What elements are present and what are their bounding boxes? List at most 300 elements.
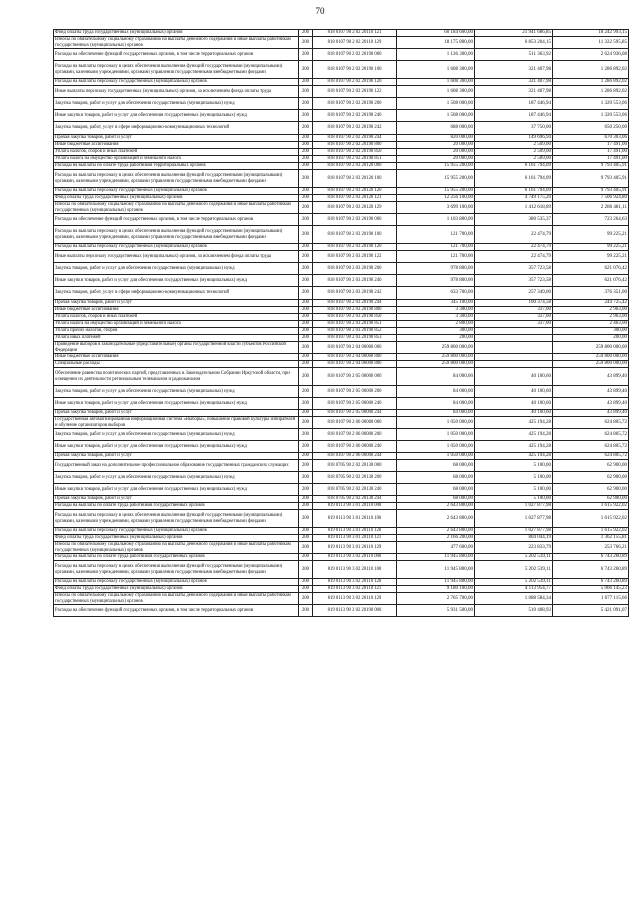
cell-name: Иные закупки товаров, работ и услуг для обеспечения государственных (муниципальных) нужд bbox=[54, 441, 299, 453]
cell-name: Закупка товаров, работ и услуг для обеспечения государственных (муниципальных) нужд bbox=[54, 263, 299, 275]
cell-kbk: 818 0107 90 2 03 20190 122 bbox=[313, 251, 397, 263]
table-row bbox=[54, 287, 629, 300]
cell-v3: 1 286 892,02 bbox=[553, 61, 629, 79]
cell-kbk: 819 0113 90 3 02 20110 129 bbox=[313, 593, 397, 605]
cell-v1: 259 800 000,00 bbox=[397, 342, 475, 354]
table-row bbox=[54, 579, 629, 586]
cell-code: 200 bbox=[299, 170, 313, 188]
cell-v1: 15 955 200,00 bbox=[397, 188, 475, 195]
cell-v1: 259 800 000,00 bbox=[397, 361, 475, 368]
cell-v3: 300,00 bbox=[553, 328, 629, 335]
cell-v1: 978 800,00 bbox=[397, 263, 475, 275]
cell-v1: 5 931 500,00 bbox=[397, 605, 475, 617]
cell-kbk: 818 0107 90 2 02 20190 850 bbox=[313, 149, 397, 156]
table-row bbox=[54, 163, 629, 170]
table-row bbox=[54, 226, 629, 244]
cell-v1: 84 000,00 bbox=[397, 398, 475, 410]
cell-v2: 425 194,28 bbox=[475, 429, 553, 441]
cell-v1: 2 166 200,00 bbox=[397, 535, 475, 542]
cell-v2: 425 194,28 bbox=[475, 417, 553, 429]
cell-v1: 68 000,00 bbox=[397, 460, 475, 472]
cell-v2: 6 161 794,09 bbox=[475, 170, 553, 188]
cell-code: 200 bbox=[299, 342, 313, 354]
cell-v3: 62 900,00 bbox=[553, 496, 629, 503]
cell-kbk: 818 0107 90 2 03 20190 851 bbox=[313, 321, 397, 328]
cell-code: 200 bbox=[299, 275, 313, 287]
cell-v1: 978 800,00 bbox=[397, 275, 475, 287]
cell-v2: 149 696,94 bbox=[475, 135, 553, 142]
cell-v2: 1 412 618,89 bbox=[475, 202, 553, 214]
cell-v3: 2 963,00 bbox=[553, 307, 629, 314]
table-row bbox=[54, 156, 629, 163]
cell-v3: 43 899,40 bbox=[553, 398, 629, 410]
cell-name: Прочая закупка товаров, работ и услуг bbox=[54, 135, 299, 142]
cell-code: 200 bbox=[299, 142, 313, 149]
table-row bbox=[54, 429, 629, 441]
cell-code: 200 bbox=[299, 441, 313, 453]
cell-v2: 357 723,58 bbox=[475, 275, 553, 287]
table-row bbox=[54, 510, 629, 528]
table-row bbox=[54, 79, 629, 86]
table-row bbox=[54, 398, 629, 410]
cell-v2: 321 407,98 bbox=[475, 61, 553, 79]
cell-code: 200 bbox=[299, 37, 313, 49]
cell-name: Расходы на выплаты персоналу государственных (муниципальных) органов bbox=[54, 579, 299, 586]
cell-name: Расходы на выплаты персоналу государственных (муниципальных) органов bbox=[54, 79, 299, 86]
table-row bbox=[54, 30, 629, 37]
cell-v1: 11 945 800,00 bbox=[397, 554, 475, 561]
table-row bbox=[54, 251, 629, 263]
cell-name: Иные бюджетные ассигнования bbox=[54, 354, 299, 361]
cell-v3: 723 264,63 bbox=[553, 214, 629, 226]
table-row bbox=[54, 135, 629, 142]
table-row bbox=[54, 561, 629, 579]
cell-kbk: 818 0107 90 2 02 20190 200 bbox=[313, 98, 397, 110]
cell-kbk: 818 0107 90 2 04 00000 000 bbox=[313, 342, 397, 354]
cell-kbk: 819 0113 90 3 02 20110 000 bbox=[313, 554, 397, 561]
cell-kbk: 818 0107 90 2 03 20190 244 bbox=[313, 300, 397, 307]
cell-code: 200 bbox=[299, 496, 313, 503]
table-row bbox=[54, 484, 629, 496]
cell-code: 200 bbox=[299, 307, 313, 314]
cell-kbk: 818 0107 90 2 03 20190 000 bbox=[313, 214, 397, 226]
table-row bbox=[54, 263, 629, 275]
cell-code: 200 bbox=[299, 244, 313, 251]
cell-v1: 1 608 300,00 bbox=[397, 79, 475, 86]
cell-kbk: 818 0107 90 2 03 20190 242 bbox=[313, 287, 397, 300]
cell-v3: 1 320 553,06 bbox=[553, 110, 629, 122]
table-row bbox=[54, 188, 629, 195]
cell-v2: 223 833,79 bbox=[475, 542, 553, 554]
cell-v2: 804 044,19 bbox=[475, 535, 553, 542]
cell-kbk: 818 0107 90 2 03 20190 120 bbox=[313, 244, 397, 251]
cell-v3: 17 491,00 bbox=[553, 149, 629, 156]
budget-table-body bbox=[54, 30, 629, 617]
cell-code: 200 bbox=[299, 586, 313, 593]
cell-name: Иные бюджетные ассигнования bbox=[54, 307, 299, 314]
cell-name: Уплата налога на имущество организаций и земельного налога bbox=[54, 156, 299, 163]
cell-name: Закупка товаров, работ, услуг в сфере информационно-коммуникационных технологий bbox=[54, 122, 299, 135]
cell-v1: 1 050 000,00 bbox=[397, 441, 475, 453]
table-row bbox=[54, 361, 629, 368]
cell-name: Иные выплаты персоналу государственных (муниципальных) органов, за исключением фонда оплаты труда bbox=[54, 86, 299, 98]
cell-v2: 22 474,79 bbox=[475, 244, 553, 251]
cell-code: 200 bbox=[299, 361, 313, 368]
cell-v1: 2 800,00 bbox=[397, 321, 475, 328]
cell-v2: 321 407,98 bbox=[475, 86, 553, 98]
cell-v1: 84 000,00 bbox=[397, 386, 475, 398]
cell-v3: 99 225,21 bbox=[553, 251, 629, 263]
cell-kbk: 818 0107 90 2 05 00000 240 bbox=[313, 398, 397, 410]
cell-code: 200 bbox=[299, 472, 313, 484]
cell-name: Расходы на выплаты персоналу в целях обеспечения выполнения функций государственными (муниципальными) органами, казенными учреждениями, органами управления государственными внебюджетными фондами bbox=[54, 170, 299, 188]
cell-v2: 5 100,00 bbox=[475, 484, 553, 496]
cell-v2: 337,00 bbox=[475, 307, 553, 314]
table-row bbox=[54, 503, 629, 510]
cell-v1: 12 256 100,00 bbox=[397, 195, 475, 202]
cell-code: 200 bbox=[299, 453, 313, 460]
table-row bbox=[54, 335, 629, 342]
cell-code: 200 bbox=[299, 579, 313, 586]
cell-v1: 11 945 800,00 bbox=[397, 579, 475, 586]
cell-name: Фонд оплаты труда государственных (муниципальных) органов bbox=[54, 195, 299, 202]
cell-v2: 1 027 877,98 bbox=[475, 503, 553, 510]
cell-name: Расходы на выплаты персоналу в целях обеспечения выполнения функций государственными (муниципальными) органами, казенными учреждениями, органами управления государственными внебюджетными фондами bbox=[54, 561, 299, 579]
cell-v3: 62 900,00 bbox=[553, 484, 629, 496]
cell-v2: 6 853 204,15 bbox=[475, 37, 553, 49]
cell-name: Проведение выборов в законодательные (представительные) органы государственной власти субъектов Российской Федерации bbox=[54, 342, 299, 354]
cell-name: Расходы на выплаты персоналу государственных (муниципальных) органов bbox=[54, 188, 299, 195]
cell-kbk: 818 0107 90 2 06 00000 240 bbox=[313, 441, 397, 453]
cell-v3: 624 805,72 bbox=[553, 429, 629, 441]
cell-v3: 9 793 405,91 bbox=[553, 188, 629, 195]
cell-name: Расходы на обеспечение функций государственных органов, в том числе территориальных органов bbox=[54, 605, 299, 617]
cell-code: 200 bbox=[299, 61, 313, 79]
cell-v3: 624 805,72 bbox=[553, 441, 629, 453]
cell-kbk: 818 0107 90 2 02 20190 244 bbox=[313, 135, 397, 142]
cell-code: 200 bbox=[299, 593, 313, 605]
cell-name: Специальные расходы bbox=[54, 361, 299, 368]
table-row bbox=[54, 142, 629, 149]
table-row bbox=[54, 605, 629, 617]
cell-v3: 200,00 bbox=[553, 335, 629, 342]
cell-name: Фонд оплаты труда государственных (муниципальных) органов bbox=[54, 586, 299, 593]
cell-code: 200 bbox=[299, 49, 313, 61]
cell-v3: 9 793 405,91 bbox=[553, 163, 629, 170]
cell-v1: 820 000,00 bbox=[397, 135, 475, 142]
table-row bbox=[54, 202, 629, 214]
cell-kbk: 819 0113 90 3 01 20110 100 bbox=[313, 510, 397, 528]
cell-code: 200 bbox=[299, 368, 313, 386]
cell-v3: 1 286 892,02 bbox=[553, 79, 629, 86]
table-row bbox=[54, 314, 629, 321]
cell-kbk: 818 0705 90 2 02 20130 000 bbox=[313, 460, 397, 472]
cell-kbk: 818 0107 90 2 03 20190 853 bbox=[313, 335, 397, 342]
cell-name: Прочая закупка товаров, работ и услуг bbox=[54, 410, 299, 417]
cell-kbk: 818 0107 90 2 04 00000 880 bbox=[313, 361, 397, 368]
cell-code: 200 bbox=[299, 263, 313, 275]
table-row bbox=[54, 328, 629, 335]
cell-v2: 357 723,58 bbox=[475, 263, 553, 275]
cell-v2: 2 509,00 bbox=[475, 156, 553, 163]
cell-v2: 37 750,00 bbox=[475, 122, 553, 135]
cell-v3: 17 491,00 bbox=[553, 142, 629, 149]
cell-name: Взносы по обязательному социальному страхованию на выплаты денежного содержания и иные выплаты работникам государственных (муниципальных) органов bbox=[54, 593, 299, 605]
table-row bbox=[54, 417, 629, 429]
cell-name: Государственный заказ на дополнительное профессиональное образование государственных гражданских служащих bbox=[54, 460, 299, 472]
cell-kbk: 818 0107 90 2 03 20120 000 bbox=[313, 163, 397, 170]
cell-v3: 2 463,00 bbox=[553, 321, 629, 328]
cell-code: 200 bbox=[299, 510, 313, 528]
cell-name: Расходы на выплаты персоналу в целях обеспечения выполнения функций государственными (муниципальными) органами, казенными учреждениями, органами управления государственными внебюджетными фондами bbox=[54, 61, 299, 79]
cell-v2 bbox=[475, 328, 553, 335]
cell-v3: 2 963,00 bbox=[553, 314, 629, 321]
cell-v2: 380 535,37 bbox=[475, 214, 553, 226]
table-row bbox=[54, 122, 629, 135]
cell-v3: 7 506 924,80 bbox=[553, 195, 629, 202]
cell-v1: 68 000,00 bbox=[397, 484, 475, 496]
cell-v3: 43 899,40 bbox=[553, 410, 629, 417]
cell-name: Закупка товаров, работ, услуг в сфере информационно-коммуникационных технологий bbox=[54, 287, 299, 300]
cell-v2: 425 194,28 bbox=[475, 441, 553, 453]
cell-kbk: 818 0107 90 2 06 00000 244 bbox=[313, 453, 397, 460]
cell-code: 200 bbox=[299, 86, 313, 98]
cell-v3: 1 615 922,02 bbox=[553, 510, 629, 528]
cell-v3: 18 242 993,15 bbox=[553, 30, 629, 37]
cell-v2: 5 100,00 bbox=[475, 472, 553, 484]
cell-v2: 5 202 539,11 bbox=[475, 579, 553, 586]
cell-code: 200 bbox=[299, 535, 313, 542]
cell-v1: 1 103 800,00 bbox=[397, 214, 475, 226]
cell-v1: 633 700,00 bbox=[397, 287, 475, 300]
cell-name: Прочая закупка товаров, работ и услуг bbox=[54, 300, 299, 307]
cell-code: 200 bbox=[299, 484, 313, 496]
page-number: 70 bbox=[315, 6, 325, 16]
cell-code: 200 bbox=[299, 328, 313, 335]
cell-v1: 1 508 000,00 bbox=[397, 110, 475, 122]
cell-code: 200 bbox=[299, 163, 313, 170]
cell-code: 200 bbox=[299, 226, 313, 244]
cell-v2: 22 474,79 bbox=[475, 226, 553, 244]
cell-kbk: 819 0113 90 3 02 20110 100 bbox=[313, 561, 397, 579]
cell-v3: 2 624 936,08 bbox=[553, 49, 629, 61]
cell-v2 bbox=[475, 354, 553, 361]
cell-name: Фонд оплаты труда государственных (муниципальных) органов bbox=[54, 535, 299, 542]
table-row bbox=[54, 49, 629, 61]
cell-v3: 1 615 922,02 bbox=[553, 503, 629, 510]
cell-kbk: 818 0107 90 2 02 20190 851 bbox=[313, 156, 397, 163]
cell-name: Закупка товаров, работ и услуг для обеспечения государственных (муниципальных) нужд bbox=[54, 429, 299, 441]
cell-kbk: 818 0107 90 2 03 20190 200 bbox=[313, 263, 397, 275]
cell-name: Фонд оплаты труда государственных (муниципальных) органов bbox=[54, 30, 299, 37]
cell-v2 bbox=[475, 342, 553, 354]
cell-kbk: 818 0107 90 2 03 20120 100 bbox=[313, 170, 397, 188]
cell-v2: 40 100,60 bbox=[475, 368, 553, 386]
cell-v2: 100 374,58 bbox=[475, 300, 553, 307]
cell-name: Взносы по обязательному социальному страхованию на выплаты денежного содержания и иные выплаты работникам государственных (муниципальных) органов bbox=[54, 37, 299, 49]
cell-v3: 621 076,42 bbox=[553, 275, 629, 287]
cell-v1: 9 180 100,00 bbox=[397, 586, 475, 593]
cell-v1: 1 608 300,00 bbox=[397, 61, 475, 79]
cell-v1: 300,00 bbox=[397, 328, 475, 335]
cell-v3: 624 805,72 bbox=[553, 453, 629, 460]
cell-kbk: 818 0107 90 2 06 00000 000 bbox=[313, 417, 397, 429]
cell-v2: 4 749 175,20 bbox=[475, 195, 553, 202]
cell-v1: 2 643 800,00 bbox=[397, 510, 475, 528]
cell-v2: 257 349,00 bbox=[475, 287, 553, 300]
cell-v1: 477 600,00 bbox=[397, 542, 475, 554]
cell-v2: 321 407,98 bbox=[475, 79, 553, 86]
cell-v2: 5 202 539,11 bbox=[475, 561, 553, 579]
cell-kbk: 818 0107 90 2 03 20120 129 bbox=[313, 202, 397, 214]
cell-name: Расходы на обеспечение функций государственных органов, в том числе территориальных органов bbox=[54, 214, 299, 226]
cell-kbk: 819 0113 90 3 02 20190 000 bbox=[313, 605, 397, 617]
cell-code: 200 bbox=[299, 398, 313, 410]
cell-code: 200 bbox=[299, 188, 313, 195]
cell-v3: 253 766,21 bbox=[553, 542, 629, 554]
cell-kbk: 818 0107 90 2 05 00000 244 bbox=[313, 410, 397, 417]
cell-v3: 621 076,42 bbox=[553, 263, 629, 275]
cell-kbk: 819 0113 90 3 01 20110 000 bbox=[313, 503, 397, 510]
cell-name: Закупка товаров, работ и услуг для обеспечения государственных (муниципальных) нужд bbox=[54, 386, 299, 398]
cell-code: 200 bbox=[299, 321, 313, 328]
cell-name: Расходы на обеспечение функций государственных органов, в том числе территориальных органов bbox=[54, 49, 299, 61]
cell-name: Обеспечение равенства политических партий, представленных в Законодательном Собрании Иркутской области, при освещении их деятельности региональным телеканалом и радиоканалом bbox=[54, 368, 299, 386]
cell-kbk: 818 0107 90 2 03 20120 120 bbox=[313, 188, 397, 195]
cell-v2: 337,00 bbox=[475, 314, 553, 321]
cell-kbk: 818 0107 90 2 03 20190 800 bbox=[313, 307, 397, 314]
cell-kbk: 818 0107 90 2 03 20190 852 bbox=[313, 328, 397, 335]
cell-name: Расходы на выплаты персоналу государственных (муниципальных) органов bbox=[54, 528, 299, 535]
cell-kbk: 818 0107 90 2 02 20190 120 bbox=[313, 79, 397, 86]
cell-v1: 60 184 600,00 bbox=[397, 30, 475, 37]
cell-kbk: 818 0705 90 2 02 20130 244 bbox=[313, 496, 397, 503]
cell-kbk: 818 0107 90 2 04 00000 800 bbox=[313, 354, 397, 361]
cell-v1: 1 050 000,00 bbox=[397, 453, 475, 460]
cell-v1: 68 000,00 bbox=[397, 472, 475, 484]
cell-code: 200 bbox=[299, 300, 313, 307]
cell-v3: 62 900,00 bbox=[553, 472, 629, 484]
cell-name: Иные закупки товаров, работ и услуг для обеспечения государственных (муниципальных) нужд bbox=[54, 398, 299, 410]
cell-kbk: 818 0107 90 2 06 00000 200 bbox=[313, 429, 397, 441]
cell-v1: 1 050 000,00 bbox=[397, 429, 475, 441]
cell-code: 200 bbox=[299, 79, 313, 86]
cell-v1: 68 000,00 bbox=[397, 496, 475, 503]
table-row bbox=[54, 98, 629, 110]
cell-v1: 15 955 200,00 bbox=[397, 170, 475, 188]
cell-kbk: 818 0107 90 2 02 20190 242 bbox=[313, 122, 397, 135]
table-row bbox=[54, 535, 629, 542]
table-row bbox=[54, 496, 629, 503]
cell-v3: 9 793 405,91 bbox=[553, 170, 629, 188]
cell-name: Закупка товаров, работ и услуг для обеспечения государственных (муниципальных) нужд bbox=[54, 98, 299, 110]
cell-name: Расходы на выплаты персоналу в целях обеспечения выполнения функций государственными (муниципальными) органами, казенными учреждениями, органами управления государственными внебюджетными фондами bbox=[54, 510, 299, 528]
cell-code: 200 bbox=[299, 554, 313, 561]
cell-v3: 11 322 595,85 bbox=[553, 37, 629, 49]
table-row bbox=[54, 586, 629, 593]
cell-v1: 11 945 800,00 bbox=[397, 561, 475, 579]
table-row bbox=[54, 593, 629, 605]
cell-v1: 121 700,00 bbox=[397, 226, 475, 244]
cell-v3: 17 491,00 bbox=[553, 156, 629, 163]
cell-v2: 5 100,00 bbox=[475, 460, 553, 472]
cell-v2: 21 941 686,85 bbox=[475, 30, 553, 37]
cell-v1: 121 700,00 bbox=[397, 244, 475, 251]
cell-v2: 1 088 584,34 bbox=[475, 593, 553, 605]
cell-code: 200 bbox=[299, 30, 313, 37]
cell-code: 200 bbox=[299, 503, 313, 510]
table-row bbox=[54, 149, 629, 156]
cell-v2 bbox=[475, 361, 553, 368]
cell-name: Уплата прочих налогов, сборов bbox=[54, 328, 299, 335]
table-row bbox=[54, 460, 629, 472]
cell-v3: 43 899,40 bbox=[553, 386, 629, 398]
cell-code: 200 bbox=[299, 251, 313, 263]
cell-code: 200 bbox=[299, 460, 313, 472]
cell-v3: 6 743 260,89 bbox=[553, 554, 629, 561]
table-row bbox=[54, 453, 629, 460]
cell-kbk: 818 0107 90 2 02 20190 240 bbox=[313, 110, 397, 122]
cell-v2: 22 474,79 bbox=[475, 251, 553, 263]
cell-v2: 6 161 794,09 bbox=[475, 188, 553, 195]
cell-kbk: 818 0107 90 2 03 20190 100 bbox=[313, 226, 397, 244]
cell-code: 200 bbox=[299, 122, 313, 135]
cell-v3: 6 743 260,89 bbox=[553, 561, 629, 579]
table-row bbox=[54, 275, 629, 287]
cell-kbk: 818 0107 90 2 05 00000 200 bbox=[313, 386, 397, 398]
cell-v2: 187 446,94 bbox=[475, 110, 553, 122]
cell-v2: 40 100,60 bbox=[475, 386, 553, 398]
cell-v1: 1 608 300,00 bbox=[397, 86, 475, 98]
cell-code: 200 bbox=[299, 528, 313, 535]
cell-v3: 6 743 260,89 bbox=[553, 579, 629, 586]
cell-v2: 6 161 794,09 bbox=[475, 163, 553, 170]
cell-v2: 40 100,60 bbox=[475, 410, 553, 417]
cell-name: Расходы на выплаты по оплате труда работников государственных органов bbox=[54, 554, 299, 561]
cell-name: Расходы на выплаты персоналу государственных (муниципальных) органов bbox=[54, 244, 299, 251]
cell-v3: 259 800 000,00 bbox=[553, 342, 629, 354]
cell-v1: 3 300,00 bbox=[397, 307, 475, 314]
cell-name: Иные выплаты персоналу государственных (муниципальных) органов, за исключением фонда оплаты труда bbox=[54, 251, 299, 263]
cell-v3: 670 303,06 bbox=[553, 135, 629, 142]
cell-code: 200 bbox=[299, 149, 313, 156]
cell-kbk: 818 0107 90 2 03 20120 121 bbox=[313, 195, 397, 202]
cell-v2: 511 363,92 bbox=[475, 49, 553, 61]
table-row bbox=[54, 342, 629, 354]
cell-kbk: 818 0107 90 2 03 20190 240 bbox=[313, 275, 397, 287]
cell-v1: 84 000,00 bbox=[397, 410, 475, 417]
cell-name: Прочая закупка товаров, работ и услуг bbox=[54, 453, 299, 460]
cell-v2: 40 100,60 bbox=[475, 398, 553, 410]
cell-v1: 1 136 300,00 bbox=[397, 49, 475, 61]
cell-name: Иные закупки товаров, работ и услуг для обеспечения государственных (муниципальных) нужд bbox=[54, 110, 299, 122]
cell-code: 200 bbox=[299, 417, 313, 429]
cell-v3: 624 805,72 bbox=[553, 417, 629, 429]
cell-v2: 425 194,28 bbox=[475, 453, 553, 460]
table-row bbox=[54, 354, 629, 361]
table-row bbox=[54, 110, 629, 122]
cell-code: 200 bbox=[299, 354, 313, 361]
cell-kbk: 818 0705 90 2 02 20130 200 bbox=[313, 472, 397, 484]
cell-v2: 2 509,00 bbox=[475, 149, 553, 156]
table-row bbox=[54, 410, 629, 417]
cell-name: Уплата налога на имущество организаций и земельного налога bbox=[54, 321, 299, 328]
table-row bbox=[54, 368, 629, 386]
cell-v2: 4 113 954,77 bbox=[475, 586, 553, 593]
cell-code: 200 bbox=[299, 156, 313, 163]
cell-v3: 2 286 481,11 bbox=[553, 202, 629, 214]
cell-v3: 1 320 553,06 bbox=[553, 98, 629, 110]
